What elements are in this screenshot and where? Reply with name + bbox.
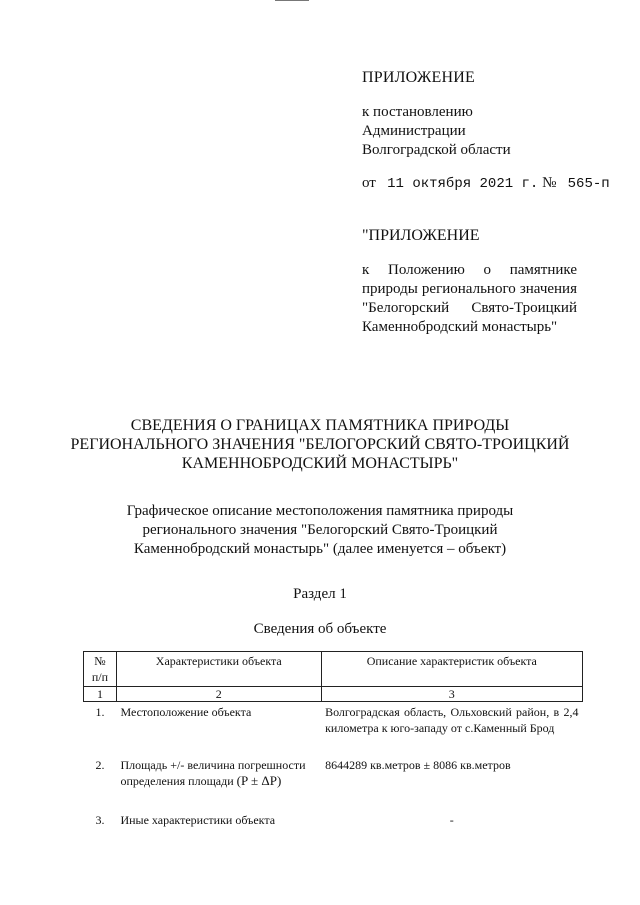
row-number: 1. [95, 705, 105, 719]
column-number: 2 [116, 687, 321, 702]
table-row [84, 790, 583, 829]
row-characteristic-text: Площадь +/- величина погрешности определения площади [120, 758, 306, 788]
heading-line: КАМЕННОБРОДСКИЙ МОНАСТЫРЬ" [181, 455, 459, 472]
approval-date-line [362, 174, 610, 194]
top-edge-mark [275, 0, 309, 1]
header-cell-number: № п/п [84, 652, 117, 687]
row-description: - [449, 813, 454, 827]
header-cell-characteristic: Характеристики объекта [116, 652, 321, 687]
header-cell-description: Описание характеристик объекта [321, 652, 582, 687]
section-title: Сведения об объекте [253, 621, 387, 637]
document-heading [60, 416, 580, 473]
annex-reference: к Положению о памятнике природы регионального значения "Белогорский Свято-Троицкий Каменнобродский монастырь" [362, 262, 577, 335]
approval-block [362, 68, 610, 194]
row-description: Волгоградская область, Ольховский район, в 2,4 километра к юго-западу от с.Каменный Брод [325, 705, 579, 735]
object-info-table [83, 651, 583, 829]
row-number: 3. [95, 813, 105, 827]
heading-line: РЕГИОНАЛЬНОГО ЗНАЧЕНИЯ "БЕЛОГОРСКИЙ СВЯТО-ТРОИЦКИЙ [70, 436, 570, 453]
heading-line: СВЕДЕНИЯ О ГРАНИЦАХ ПАМЯТНИКА ПРИРОДЫ [130, 417, 510, 434]
row-characteristic: Иные характеристики объекта [120, 813, 276, 827]
subheading-line: Графическое описание местоположения памятника природы [126, 503, 514, 519]
table-column-number-row [84, 687, 583, 702]
section-label: Раздел 1 [293, 586, 347, 602]
row-characteristic: Местоположение объекта [120, 705, 252, 719]
annex-block [362, 226, 577, 337]
row-number: 2. [95, 758, 105, 772]
approval-line: к постановлению [362, 104, 473, 120]
number-label: № [542, 175, 557, 191]
document-subheading [80, 502, 560, 559]
approval-title: ПРИЛОЖЕНИЕ [362, 69, 476, 86]
annex-title: "ПРИЛОЖЕНИЕ [362, 227, 480, 244]
subheading-line: Каменнобродский монастырь" (далее именуется – объект) [133, 541, 507, 557]
approval-line: Волгоградской области [362, 142, 511, 158]
column-number: 1 [84, 687, 117, 702]
column-number: 3 [321, 687, 582, 702]
approval-reference [362, 103, 582, 160]
table-row [84, 737, 583, 790]
row-characteristic [116, 737, 321, 790]
date-prefix: от [362, 175, 376, 191]
table-header-row [84, 652, 583, 687]
subheading-line: регионального значения "Белогорский Свято-Троицкий [142, 522, 498, 538]
area-formula: (P ± ΔP) [236, 773, 282, 788]
approval-line: Администрации [362, 123, 466, 139]
row-description: 8644289 кв.метров ± 8086 кв.метров [325, 758, 511, 772]
number-value: 565-п [567, 176, 610, 192]
date-value: 11 октября 2021 г. [387, 176, 539, 192]
table-row [84, 702, 583, 738]
